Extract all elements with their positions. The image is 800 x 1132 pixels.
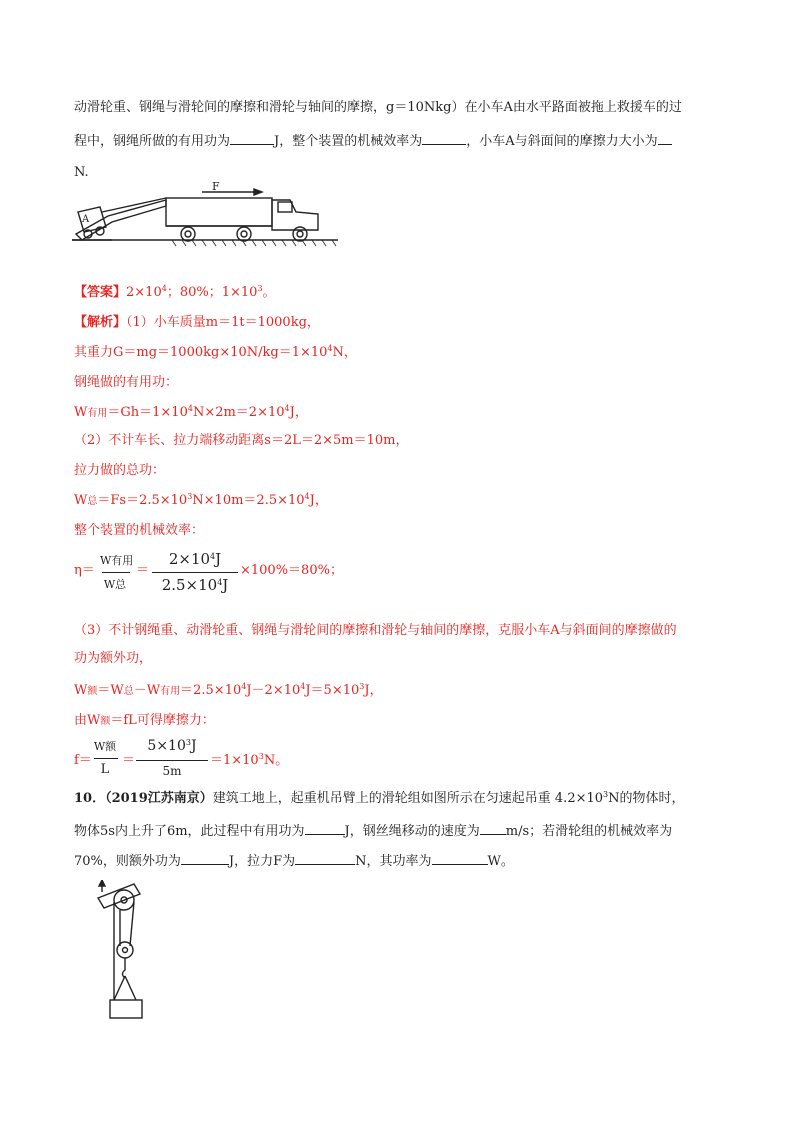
- problem-source: （2019江苏南京）: [105, 791, 213, 806]
- answer-label: 【答案】: [74, 285, 127, 300]
- tow-truck-figure: [72, 182, 342, 252]
- answer-blank[interactable]: [181, 852, 229, 865]
- analysis-line-6: 拉力做的总功：: [74, 463, 166, 478]
- analysis-line-9: （3）不计钢绳重、动滑轮重、钢绳与滑轮间的摩擦和滑轮与轴间的摩擦，克服小车A与斜面间的摩擦做的: [74, 623, 677, 638]
- analysis-line-7: W总$=Fs=2.5\times 10^3N\times 10m=2.5\times 10^4J$，: [74, 492, 328, 508]
- analysis-line-2: 其重力$G=mg=1000kg\times 10N/kg=1\times 10^4N$，: [74, 344, 357, 360]
- analysis-line-12: 由W额＝fL可得摩擦力：: [74, 713, 215, 728]
- cable: [102, 198, 166, 212]
- force-label: F: [212, 182, 220, 193]
- cab-window: [278, 202, 292, 212]
- analysis-line-11: W额＝W总－W有用$=2.5\times 10^4J-2\times 10^4J=5\times 10^3J$，: [74, 682, 383, 698]
- car-label: A: [82, 214, 90, 225]
- truck-cab: [272, 200, 318, 230]
- problem10-line1: 10．（2019江苏南京）建筑工地上，起重机吊臂上的滑轮组如图所示在匀速起吊重 $4.2\times 10^3N$的物体时，: [74, 790, 685, 806]
- analysis-line-8: 整个装置的机械效率：: [74, 523, 205, 538]
- movable-pulley: [117, 942, 133, 958]
- problem10-line3: 70%，则额外功为 J，拉力F为 N，其功率为 W。: [74, 854, 514, 869]
- problem9-line2: 程中，钢绳所做的有用功为 J，整个装置的机械效率为 ，小车A与斜面间的摩擦力大小为: [74, 132, 672, 151]
- analysis-line-3: 钢绳做的有用功：: [74, 375, 179, 390]
- answer-blank[interactable]: [658, 132, 672, 145]
- truck-wheel: [293, 227, 307, 241]
- load-block: [110, 1000, 142, 1018]
- problem-number: 10．: [74, 791, 106, 806]
- answer-line: 【答案】$2\times 10^4$；80%；$1\times 10^3$。: [74, 284, 276, 300]
- answer-blank[interactable]: [422, 132, 466, 145]
- answer-blank[interactable]: [480, 822, 506, 835]
- ground-hatch: [172, 240, 336, 246]
- analysis-line-5: （2）不计车长、拉力端移动距离s＝2L＝2×5m＝10m，: [74, 433, 409, 448]
- analysis-label: 【解析】: [74, 315, 127, 330]
- answer-blank[interactable]: [305, 822, 345, 835]
- hook: [123, 958, 126, 978]
- analysis-line-4: W有用$=Gh=1\times 10^4N\times 2m=2\times 10^4J$，: [74, 404, 308, 420]
- answer-blank[interactable]: [432, 852, 488, 865]
- answer-blank[interactable]: [230, 132, 274, 145]
- ramp: [76, 200, 166, 240]
- truck-bed: [166, 198, 272, 226]
- problem9-line3: N.: [74, 165, 89, 180]
- analysis-line-1: 【解析】（1）小车质量m＝1t＝1000kg，: [74, 315, 320, 330]
- truck-wheel: [181, 227, 195, 241]
- problem9-line1: 动滑轮重、钢绳与滑轮间的摩擦和滑轮与轴间的摩擦，g＝10Nkg）在小车A由水平路面被拖上救援车的过: [74, 100, 682, 115]
- truck-wheel: [237, 227, 251, 241]
- problem10-line2: 物体5s内上升了6m，此过程中有用功为 J，钢丝绳移动的速度为 m/s；若滑轮组的机械效率为: [74, 824, 673, 839]
- crane-pulley-figure: [94, 880, 164, 1025]
- answer-blank[interactable]: [295, 852, 355, 865]
- analysis-line-10: 功为额外功，: [74, 651, 153, 666]
